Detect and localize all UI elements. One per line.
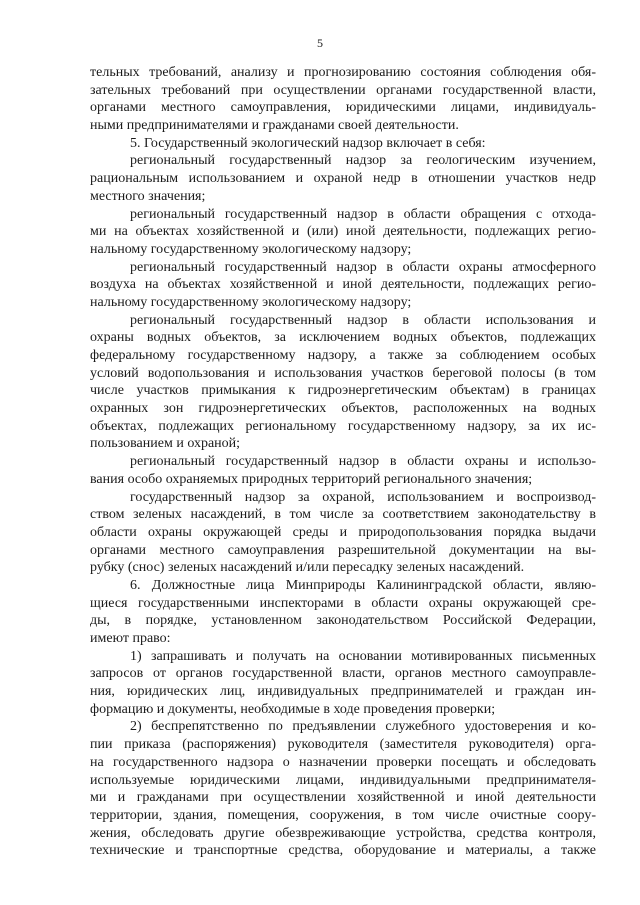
text-line: рубку (снос) зеленых насаждений и/или пересадку зеленых насаждений. (90, 560, 525, 576)
text-line: ды, в порядке, установленном законодательством Российской Федерации, (90, 613, 596, 629)
text-line: местного значения; (90, 188, 206, 204)
text-line: охранных зон гидроэнергетических объектов, расположенных на водных (90, 401, 596, 417)
text-line: ми на объектах хозяйственной и (или) иной деятельности, подлежащих регио- (90, 224, 596, 240)
text-line: нальному государственному экологическому надзору; (90, 294, 412, 310)
text-line: технические и транспортные средства, оборудование и материалы, а также (90, 843, 596, 859)
text-line: объектах, подлежащих региональному государственному надзору, за их ис- (90, 418, 596, 434)
text-line: пользованием и охраной; (90, 436, 241, 452)
text-line: региональный государственный надзор за геологическим изучением, (130, 153, 596, 169)
text-line: ными предпринимателями и гражданами своей деятельности. (90, 118, 459, 134)
text-line: запросов от органов государственной власти, органов местного самоуправле- (90, 666, 596, 682)
text-line: 5. Государственный экологический надзор включает в себя: (130, 135, 486, 151)
text-line: условий водопользования и использования участков береговой полосы (в том (90, 365, 596, 381)
text-line: жения, обследовать другие обезвреживающие устройства, средства контроля, (90, 825, 596, 841)
text-line: области охраны окружающей среды и природопользования порядка выдачи (90, 524, 596, 540)
text-line: охраны водных объектов, за исключением водных объектов, подлежащих (90, 330, 596, 346)
text-line: ния, юридических лиц, индивидуальных предпринимателей и граждан ин- (90, 684, 596, 700)
text-line: территории, здания, помещения, сооружения, в том числе очистные соору- (90, 807, 596, 823)
text-line: 1) запрашивать и получать на основании мотивированных письменных (130, 648, 596, 664)
text-line: региональный государственный надзор в области использования и (130, 312, 596, 328)
document-body (90, 64, 596, 860)
text-line: на государственного надзора о назначении проверки посещать и обследовать (90, 754, 596, 770)
page-number: 5 (317, 36, 323, 50)
text-line: вания особо охраняемых природных территорий регионального значения; (90, 471, 533, 487)
text-line: используемые юридическими лицами, индивидуальными предпринимателя- (90, 772, 596, 788)
text-line: региональный государственный надзор в области охраны и использо- (130, 454, 596, 470)
text-line: ством зеленых насаждений, в том числе за соответствием законодательству в (90, 507, 596, 523)
text-line: рациональным использованием и охраной недр в отношении участков недр (90, 171, 596, 187)
text-line: имеют право: (90, 631, 171, 646)
text-line: государственный надзор за охраной, использованием и воспроизвод- (130, 489, 596, 505)
text-line: воздуха на объектах хозяйственной и иной деятельности, подлежащих регио- (90, 277, 596, 293)
text-line: федеральному государственному надзору, а также за соблюдением особых (90, 348, 596, 363)
text-line: ми и гражданами при осуществлении хозяйственной и иной деятельности (90, 790, 596, 806)
text-line: зательных требований при осуществлении органами государственной власти, (90, 82, 596, 98)
text-line: числе участков примыкания к гидроэнергетическим объектам) в границах (90, 383, 596, 399)
text-line: органами местного самоуправления разрешительной документации на вы- (90, 542, 596, 558)
text-line: 6. Должностные лица Минприроды Калининградской области, являю- (130, 577, 596, 593)
text-line: региональный государственный надзор в области охраны атмосферного (130, 259, 596, 275)
text-line: органами местного самоуправления, юридическими лицами, индивидуаль- (90, 100, 596, 116)
text-line: пии приказа (распоряжения) руководителя (заместителя руководителя) орга- (90, 737, 596, 753)
text-line: нальному государственному экологическому надзору; (90, 241, 412, 257)
text-line: тельных требований, анализу и прогнозированию состояния соблюдения обя- (90, 65, 596, 80)
text-line: региональный государственный надзор в области обращения с отхода- (130, 206, 596, 222)
text-line: формацию и документы, необходимые в ходе проведения проверки; (90, 701, 496, 717)
text-line: щиеся государственными инспекторами в области охраны окружающей сре- (90, 595, 596, 611)
text-line: 2) беспрепятственно по предъявлении служебного удостоверения и ко- (130, 719, 596, 735)
